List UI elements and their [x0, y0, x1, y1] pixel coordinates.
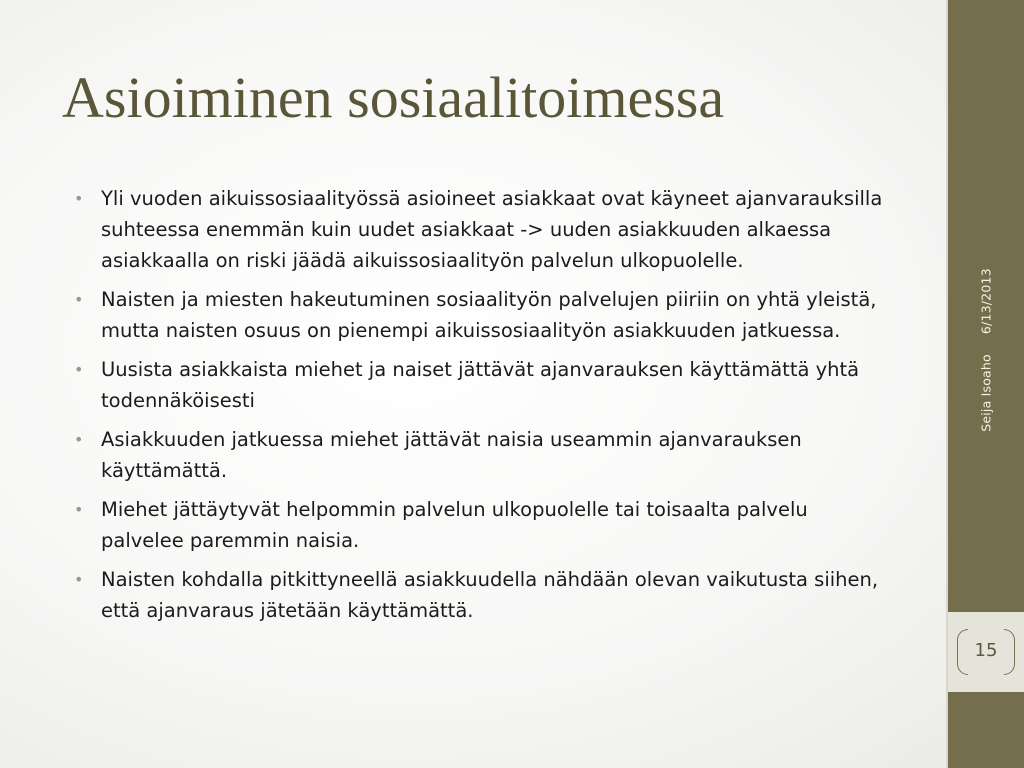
footer-vertical-text: [979, 268, 994, 432]
bullet-item: [74, 284, 884, 346]
bullet-text: Naisten kohdalla pitkittyneellä asiakkuudella nähdään olevan vaikutusta siihen, että ajanvaraus jätetään käyttämättä.: [101, 568, 879, 622]
bullet-text: Asiakkuuden jatkuessa miehet jättävät naisia useammin ajanvarauksen käyttämättä.: [101, 428, 802, 482]
bullet-item: [74, 183, 884, 276]
bullet-icon: •: [74, 570, 84, 589]
bullet-list: [74, 183, 884, 634]
bullet-item: [74, 354, 884, 416]
bullet-icon: •: [74, 500, 84, 519]
bullet-item: [74, 564, 884, 626]
footer-author: Seija Isoaho: [978, 354, 994, 432]
bullet-text: Uusista asiakkaista miehet ja naiset jättävät ajanvarauksen käyttämättä yhtä todennäköisesti: [101, 358, 860, 412]
footer-date: 6/13/2013: [978, 268, 994, 335]
slide-number-box: [948, 612, 1024, 692]
bullet-item: [74, 494, 884, 556]
bullet-item: [74, 424, 884, 486]
bullet-text: Miehet jättäytyvät helpommin palvelun ulkopuolelle tai toisaalta palvelu palvelee paremmin naisia.: [101, 498, 808, 552]
bullet-icon: •: [74, 360, 84, 379]
slide-title: Asioiminen sosiaalitoimessa: [62, 65, 725, 130]
bullet-icon: •: [74, 290, 84, 309]
bullet-text: Naisten ja miesten hakeutuminen sosiaalityön palvelujen piiriin on yhtä yleistä, mutta naisten osuus on pienempi aikuissosiaalityön asiakkuuden jatkuessa.: [101, 288, 877, 342]
slide-number: 15: [974, 640, 998, 661]
bullet-text: Yli vuoden aikuissosiaalityössä asioineet asiakkaat ovat käyneet ajanvarauksilla suhteessa enemmän kuin uudet asiakkaat -> uuden asiakkuuden alkaessa asiakkaalla on riski jäädä aikuissosiaalityön palvelun ulkopuolelle.: [101, 187, 883, 272]
bullet-icon: •: [74, 189, 84, 208]
bullet-icon: •: [74, 430, 84, 449]
